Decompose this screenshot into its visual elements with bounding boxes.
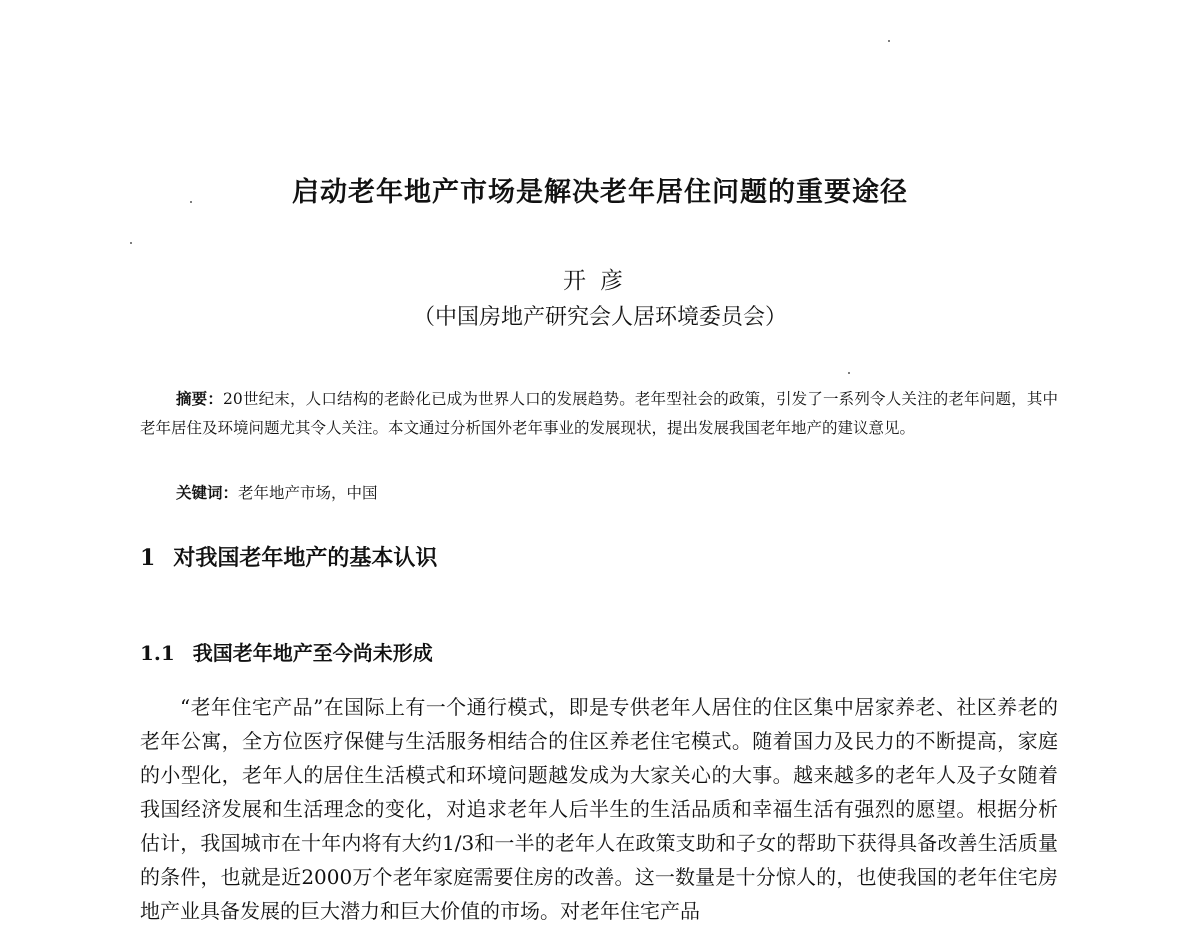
subsection-number: 1.1: [140, 641, 175, 665]
scan-speck: [888, 40, 890, 42]
author-name: 开彦: [563, 268, 637, 294]
abstract-label: 摘要：: [176, 389, 224, 408]
section-heading: [140, 541, 437, 572]
keywords: [176, 478, 378, 508]
abstract: [140, 384, 1058, 443]
keywords-label: 关键词：: [176, 483, 239, 502]
section-number: 1: [140, 545, 156, 571]
author-affiliation: （中国房地产研究会人居环境委员会）: [412, 305, 787, 330]
subsection-title: 我国老年地产至今尚未形成: [192, 641, 433, 665]
keywords-text: 老年地产市场，中国: [238, 484, 378, 502]
paper-title: 启动老年地产市场是解决老年居住问题的重要途径: [292, 177, 908, 208]
abstract-text: 20世纪末，人口结构的老龄化已成为世界人口的发展趋势。老年型社会的政策，引发了一系列令人关注的老年问题，其中老年居住及环境问题尤其令人关注。本文通过分析国外老年事业的发展现状，提出发展我国老年地产的建议意见。: [140, 390, 1058, 437]
subsection-heading: [140, 637, 433, 666]
body-paragraph: “老年住宅产品”在国际上有一个通行模式，即是专供老年人居住的住区集中居家养老、社区养老的老年公寓，全方位医疗保健与生活服务相结合的住区养老住宅模式。随着国力及民力的不断提高，家庭的小型化，老年人的居住生活模式和环境问题越发成为大家关心的大事。越来越多的老年人及子女随着我国经济发展和生活理念的变化，对追求老年人后半生的生活品质和幸福生活有强烈的愿望。根据分析估计，我国城市在十年内将有大约1/3和一半的老年人在政策支助和子女的帮助下获得具备改善生活质量的条件，也就是近2000万个老年家庭需要住房的改善。这一数量是十分惊人的，也使我国的老年住宅房地产业具备发展的巨大潜力和巨大价值的市场。对老年住宅产品: [140, 695, 1058, 923]
section-title: 对我国老年地产的基本认识: [173, 545, 438, 571]
scan-speck: [130, 242, 132, 244]
scan-speck: [848, 372, 850, 374]
